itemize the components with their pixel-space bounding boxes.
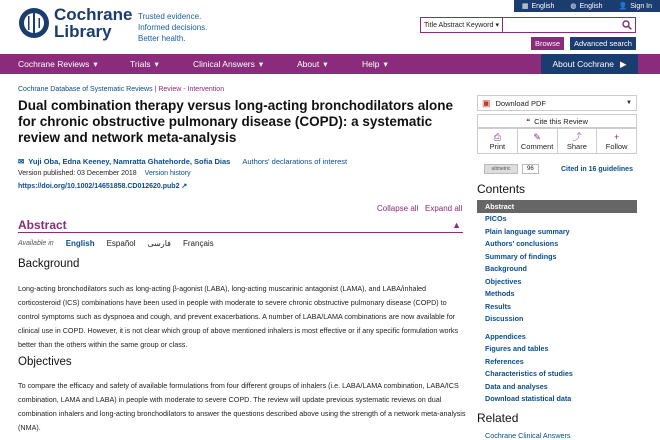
globe-icon: ◍ bbox=[570, 3, 577, 10]
chevron-down-icon: ▼ bbox=[626, 100, 632, 106]
toc-plain-language-summary[interactable]: Plain language summary bbox=[485, 226, 570, 236]
expand-all-link[interactable]: Expand all bbox=[425, 204, 463, 213]
nav-clinical-answers[interactable]: Clinical Answers ▾ bbox=[193, 58, 264, 69]
toc-abstract[interactable]: Abstract bbox=[477, 200, 637, 213]
chevron-down-icon: ▾ bbox=[383, 58, 388, 69]
nav-trials[interactable]: Trials ▾ bbox=[130, 58, 159, 69]
toc-references[interactable]: References bbox=[485, 356, 524, 366]
search-icon bbox=[622, 20, 632, 30]
brand-name: Cochrane Library bbox=[54, 5, 133, 41]
toc-figures-and-tables[interactable]: Figures and tables bbox=[485, 344, 549, 354]
language-selector-1[interactable]: ▦ English bbox=[514, 0, 563, 12]
mail-icon: ✉ bbox=[18, 157, 25, 166]
chevron-down-icon: ▾ bbox=[323, 58, 328, 69]
chevron-down-icon: ▾ bbox=[93, 58, 98, 69]
toc-results[interactable]: Results bbox=[485, 301, 511, 311]
page-title: Dual combination therapy versus long-acting bronchodilators alone for chronic obstructive pulmonary disease (COPD): a systematic review and network meta-analysis bbox=[18, 98, 454, 145]
lang-farsi[interactable]: فارسی bbox=[147, 239, 171, 248]
print-button[interactable]: ⎙ Print bbox=[478, 129, 518, 153]
altmetric-badge[interactable] bbox=[484, 164, 539, 174]
language-selector-2[interactable]: ◍ English bbox=[562, 0, 610, 12]
user-icon: 👤 bbox=[618, 3, 628, 10]
download-pdf-button[interactable]: ▣ Download PDF ▼ bbox=[477, 95, 637, 111]
chevron-right-icon: ▶ bbox=[619, 58, 627, 69]
declarations-link[interactable]: Authors' declarations of interest bbox=[242, 157, 348, 166]
external-link-icon: ↗ bbox=[181, 183, 188, 190]
toc-data-and-analyses[interactable]: Data and analyses bbox=[485, 381, 548, 391]
chevron-down-icon: ▾ bbox=[495, 22, 499, 29]
objectives-text: To compare the efficacy and safety of available formulations from four different groups of inhalers (i.e. LABA/LAMA combination, LABA/ICS combination, LAMA and LABA) in people with moderate to severe COPD. The review will update previous systematic reviews on dual combination inhalers and long-acting bronchodilators to answer the questions described above using the strength of a network meta-analysis (NMA). bbox=[18, 381, 466, 432]
altmetric-icon: altmetric bbox=[484, 164, 518, 174]
main-nav bbox=[0, 54, 660, 74]
plus-icon: + bbox=[613, 131, 620, 142]
globe-icon: ▦ bbox=[521, 3, 529, 10]
pdf-icon: ▣ bbox=[482, 97, 491, 108]
table-of-contents bbox=[477, 200, 637, 405]
advanced-search-button[interactable]: Advanced search bbox=[570, 37, 636, 50]
share-button[interactable]: ⤴ Share bbox=[558, 129, 598, 153]
sign-in-link[interactable]: 👤 Sign In bbox=[610, 0, 660, 12]
objectives-heading: Objectives bbox=[18, 356, 72, 368]
tagline: Trusted evidence. Informed decisions. Better health. bbox=[138, 12, 208, 43]
follow-button[interactable]: + Follow bbox=[605, 131, 628, 151]
utility-bar bbox=[514, 0, 660, 12]
toc-methods[interactable]: Methods bbox=[485, 289, 515, 299]
breadcrumb-review-type[interactable]: Review - Intervention bbox=[158, 86, 225, 93]
nav-cochrane-reviews[interactable]: Cochrane Reviews ▾ bbox=[18, 58, 98, 69]
chevron-up-icon: ▲ bbox=[452, 220, 461, 230]
related-clinical-answers-link[interactable]: Cochrane Clinical Answers bbox=[485, 431, 571, 440]
article-actions bbox=[477, 128, 637, 154]
cochrane-logo[interactable] bbox=[18, 6, 132, 40]
lang-espanol[interactable]: Español bbox=[106, 239, 136, 248]
search-bar bbox=[420, 17, 636, 33]
contents-heading: Contents bbox=[477, 182, 526, 196]
version-history-link[interactable]: Version history bbox=[144, 170, 191, 177]
cochrane-logo-icon bbox=[18, 7, 50, 39]
cite-review-button[interactable]: ❝ Cite this Review bbox=[477, 114, 637, 128]
nav-about[interactable]: About ▾ bbox=[297, 58, 328, 69]
print-icon: ⎙ bbox=[493, 131, 501, 142]
chevron-down-icon: ▾ bbox=[258, 58, 264, 69]
quote-icon: ❝ bbox=[526, 116, 531, 126]
abstract-heading[interactable]: Abstract ▲ bbox=[18, 218, 461, 232]
browse-button[interactable]: Browse bbox=[531, 37, 564, 50]
toc-characteristics-of-studies[interactable]: Characteristics of studies bbox=[485, 369, 573, 379]
breadcrumb: Cochrane Database of Systematic Reviews | Review - Intervention bbox=[18, 86, 225, 93]
authors-line bbox=[18, 157, 347, 166]
abstract-languages: Available in English Español فارسی Français bbox=[18, 239, 214, 248]
search-field-select[interactable]: Title Abstract Keyword ▾ bbox=[421, 18, 503, 32]
background-heading: Background bbox=[18, 258, 80, 270]
search-input[interactable] bbox=[503, 18, 619, 32]
version-line: Version published: 03 December 2018 Version history bbox=[18, 170, 191, 177]
doi-link[interactable]: https://doi.org/10.1002/14651858.CD012620.pub2 ↗ bbox=[18, 183, 188, 190]
nav-help[interactable]: Help ▾ bbox=[362, 58, 388, 69]
toc-summary-of-findings[interactable]: Summary of findings bbox=[485, 251, 557, 261]
search-button[interactable] bbox=[619, 18, 635, 32]
cited-guidelines-link[interactable]: Cited in 16 guidelines bbox=[561, 166, 633, 173]
altmetric-score: 96 bbox=[522, 164, 539, 174]
toc-background[interactable]: Background bbox=[485, 264, 527, 274]
toc-authors-conclusions[interactable]: Authors' conclusions bbox=[485, 239, 559, 249]
background-text: Long-acting bronchodilators such as long-acting β-agonist (LABA), long-acting muscarinic antagonist (LAMA), and LABA/inhaled corticosteroid (ICS) combinations have been used in people with moderate to severe chronic obstructive pulmonary disease (COPD) to control symptoms such as dyspnoea and cough, and prevent exacerbations. A number of LABA/LAMA combinations are now available for clinical use in COPD. However, it is not clear which group of above mentioned inhalers is most effective or if any specific formulation works better than the others within the same group or class. bbox=[18, 284, 459, 349]
toc-objectives[interactable]: Objectives bbox=[485, 276, 522, 286]
related-heading: Related bbox=[477, 411, 519, 425]
toc-picos[interactable]: PICOs bbox=[485, 214, 507, 224]
comment-button[interactable]: ✎ Comment bbox=[518, 129, 558, 153]
share-icon: ⤴ bbox=[572, 131, 582, 142]
toc-appendices[interactable]: Appendices bbox=[485, 331, 526, 341]
lang-francais[interactable]: Français bbox=[183, 239, 214, 248]
lang-english[interactable]: English bbox=[65, 239, 95, 248]
toc-download-statistical-data[interactable]: Download statistical data bbox=[485, 394, 572, 404]
breadcrumb-db-link[interactable]: Cochrane Database of Systematic Reviews bbox=[18, 86, 153, 93]
toc-discussion[interactable]: Discussion bbox=[485, 314, 524, 324]
about-cochrane-button[interactable]: About Cochrane ▶ bbox=[541, 54, 638, 74]
comment-icon: ✎ bbox=[533, 131, 541, 142]
chevron-down-icon: ▾ bbox=[154, 58, 159, 69]
collapse-all-link[interactable]: Collapse all bbox=[377, 204, 419, 213]
authors-link[interactable]: Yuji Oba, Edna Keeney, Namratta Ghatehorde, Sofia Dias bbox=[28, 157, 231, 166]
